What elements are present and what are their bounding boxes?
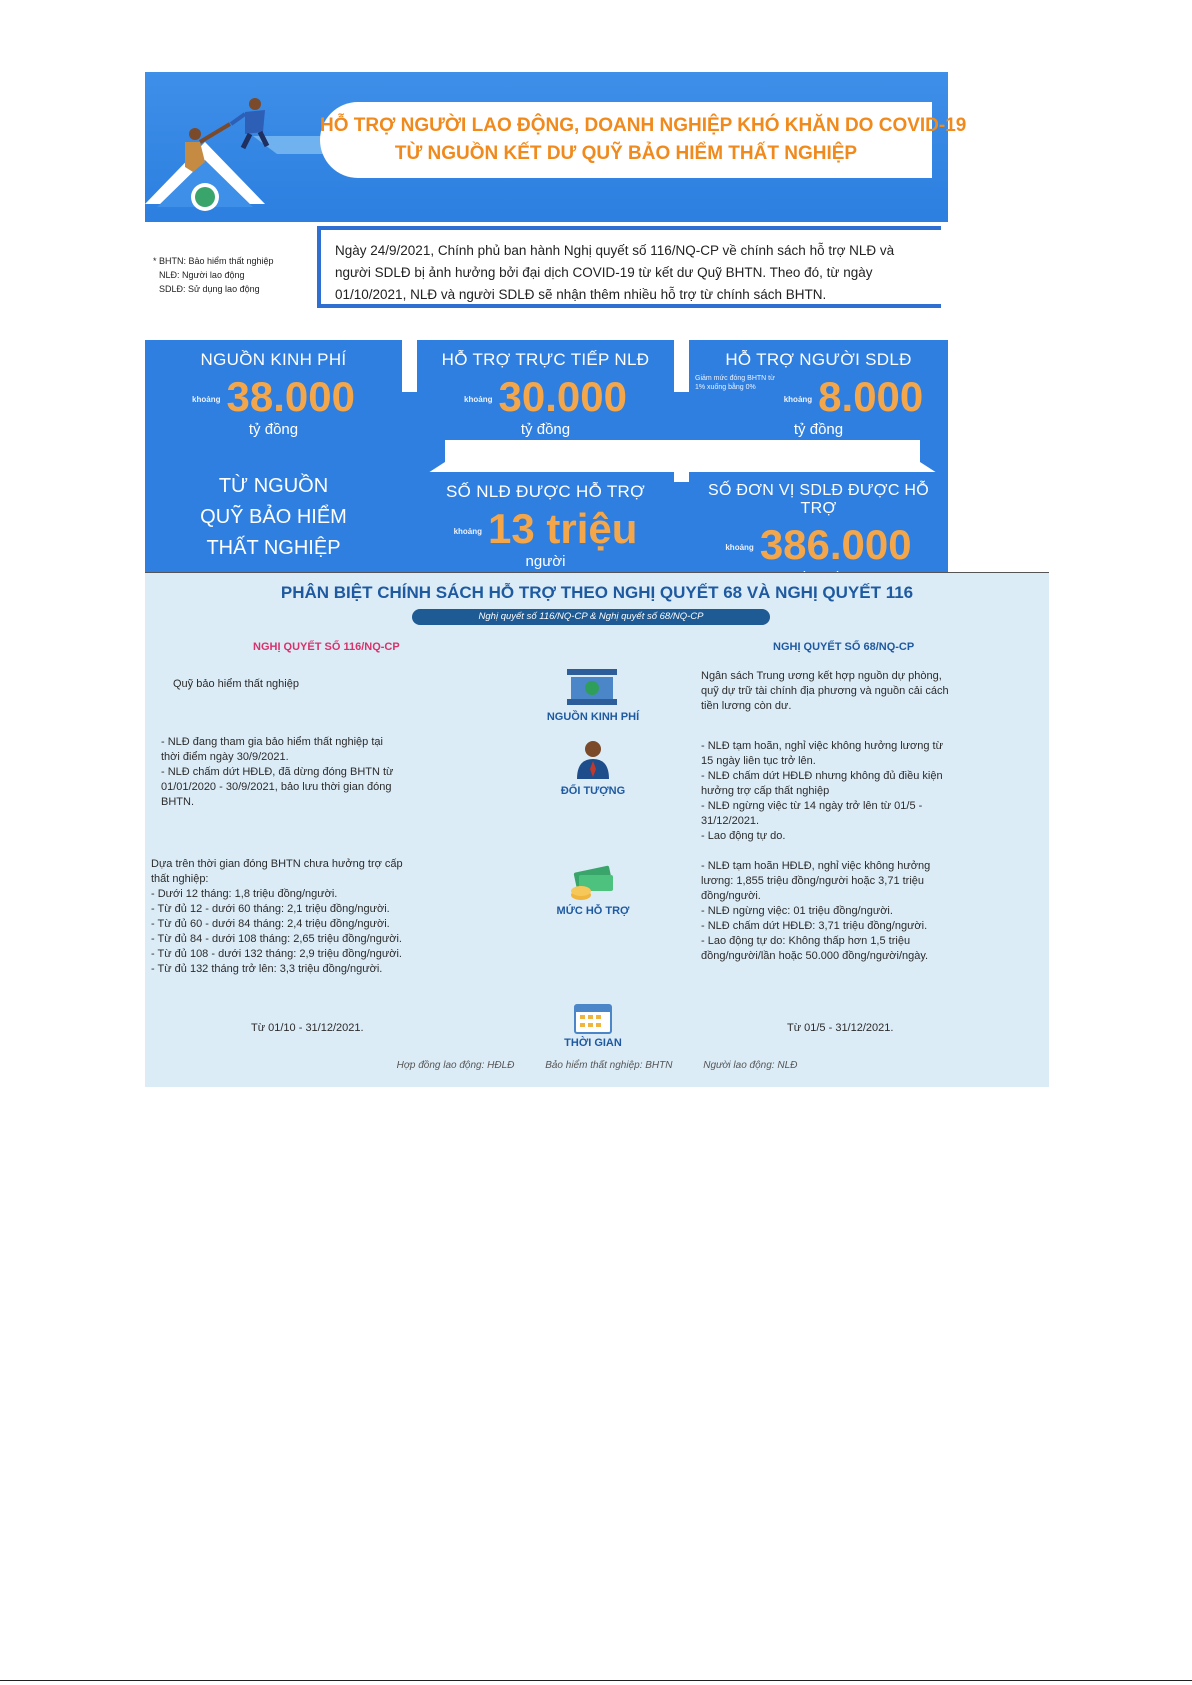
stat-value: 30.000 xyxy=(498,373,627,420)
stat-workers-count xyxy=(417,472,674,572)
stat-unit: tỷ đồng xyxy=(248,420,299,438)
stat-value-row xyxy=(145,374,402,423)
stat-value: 8.000 xyxy=(818,373,924,420)
person-icon xyxy=(575,739,611,779)
stat-prefix: khoảng xyxy=(453,526,483,536)
stat-funding xyxy=(145,340,402,440)
title-line-2: TỪ NGUỒN KẾT DƯ QUỸ BẢO HIỂM THẤT NGHIỆP xyxy=(394,143,858,164)
footer-nld: Người lao động: NLĐ xyxy=(703,1060,798,1071)
right-support: - NLĐ tạm hoãn HĐLĐ, nghỉ việc không hưởng lương: 1,855 triệu đồng/người hoặc 3,71 triệu đồng/người. - NLĐ ngừng việc: 01 triệu đồng/người. - NLĐ chấm dứt HĐLĐ: 3,71 triệu đồng/người. - Lao động tự do: Không thấp hơn 1,5 triệu đồng/người/lần hoặc 50.000 đồng/người/ngày. xyxy=(701,860,931,962)
right-time: Từ 01/5 - 31/12/2021. xyxy=(787,1022,894,1034)
left-column-header: NGHỊ QUYẾT SỐ 116/NQ-CP xyxy=(253,641,400,653)
left-support: Dựa trên thời gian đóng BHTN chưa hưởng trợ cấp thất nghiệp: - Dưới 12 tháng: 1,8 triệu đồng/người. - Từ đủ 12 - dưới 60 tháng: 2,1 triệu đồng/người. - Từ đủ 60 - dưới 84 tháng: 2,4 triệu đồng/người. - Từ đủ 84 - dưới 108 tháng: 2,65 triệu đồng/người. - Từ đủ 108 - dưới 132 tháng: 2,9 triệu đồng/người. - Từ đủ 132 tháng trở lên: 3,3 triệu đồng/người. xyxy=(151,858,403,975)
stat-note: Giảm mức đóng BHTN từ 1% xuống bằng 0% xyxy=(695,375,775,391)
comparison-subtitle: Nghị quyết số 116/NQ-CP & Nghị quyết số 68/NQ-CP xyxy=(412,609,770,625)
right-column-header: NGHỊ QUYẾT SỐ 68/NQ-CP xyxy=(773,641,915,653)
infographic-header xyxy=(145,72,967,222)
source-line-1: TỪ NGUỒN xyxy=(218,475,329,497)
left-time: Từ 01/10 - 31/12/2021. xyxy=(251,1022,364,1034)
footer-bhtn: Bảo hiểm thất nghiệp: BHTN xyxy=(545,1060,673,1071)
money-icon xyxy=(569,865,617,903)
calendar-icon xyxy=(573,1001,613,1035)
stat-unit: tỷ đồng xyxy=(793,420,844,438)
stat-unit: tỷ đồng xyxy=(520,420,571,438)
abbr-sdld: SDLĐ: Sử dụng lao động xyxy=(159,284,260,294)
stat-prefix: khoảng xyxy=(725,542,754,552)
right-subjects: - NLĐ tạm hoãn, nghỉ việc không hưởng lương từ 15 ngày liên tục trở lên. - NLĐ chấm dứt HĐLĐ nhưng không đủ điều kiện hưởng trợ cấp thất nghiệp - NLĐ ngừng việc từ 14 ngày trở lên từ 01/5 - 31/12/2021. - Lao động tự do. xyxy=(701,740,943,842)
stat-value: 13 triệu xyxy=(488,505,638,552)
stat-employer-support xyxy=(689,340,948,440)
title-line-1: HỖ TRỢ NGƯỜI LAO ĐỘNG, DOANH NGHIỆP KHÓ KHĂN DO COVID-19 xyxy=(320,115,967,136)
stat-value-row xyxy=(417,506,674,555)
stat-heading: SỐ NLĐ ĐƯỢC HỖ TRỢ xyxy=(446,482,645,501)
source-line-2: QUỸ BẢO HIỂM xyxy=(200,506,347,528)
left-funding: Quỹ bảo hiểm thất nghiệp xyxy=(173,678,299,690)
policy-comparison-infographic xyxy=(145,572,1049,1087)
abbr-nld: NLĐ: Người lao động xyxy=(159,270,245,280)
stat-heading: HỖ TRỢ TRỰC TIẾP NLĐ xyxy=(441,350,650,369)
intro-text: Ngày 24/9/2021, Chính phủ ban hành Nghị quyết số 116/NQ-CP về chính sách hỗ trợ NLĐ và người SDLĐ bị ảnh hưởng bởi đại dịch COVID-19 từ kết dư Quỹ BHTN. Theo đó, từ ngày 01/10/2021, NLĐ và người SDLĐ sẽ nhận thêm nhiều hỗ trợ từ chính sách BHTN. xyxy=(317,226,941,308)
stat-unit: người xyxy=(525,552,566,570)
bank-icon xyxy=(565,667,619,707)
footer-hdld: Hợp đồng lao động: HĐLĐ xyxy=(396,1060,515,1071)
stat-value-row xyxy=(417,374,674,423)
source-box xyxy=(145,467,402,572)
stat-prefix: khoảng xyxy=(192,394,221,404)
source-line-3: THẤT NGHIỆP xyxy=(206,537,341,559)
stat-value: 386.000 xyxy=(759,521,912,568)
abbreviation-legend xyxy=(153,254,274,296)
stat-value-row xyxy=(689,522,948,571)
comparison-title: PHÂN BIỆT CHÍNH SÁCH HỖ TRỢ THEO NGHỊ QUYẾT 68 VÀ NGHỊ QUYẾT 116 xyxy=(280,583,914,602)
left-subjects: - NLĐ đang tham gia bảo hiểm thất nghiệp tại thời điểm ngày 30/9/2021. - NLĐ chấm dứt HĐLĐ, đã dừng đóng BHTN từ 01/01/2020 - 30/9/2021, bảo lưu thời gian đóng BHTN. xyxy=(161,736,394,808)
category-subjects: ĐỐI TƯỢNG xyxy=(560,785,626,797)
category-time: THỜI GIAN xyxy=(564,1037,622,1049)
category-support: MỨC HỖ TRỢ xyxy=(556,905,630,917)
stat-prefix: khoảng xyxy=(464,394,493,404)
covid-support-infographic xyxy=(145,72,967,572)
stat-prefix: khoảng xyxy=(783,394,813,404)
abbr-bhtn: * BHTN: Bảo hiểm thất nghiệp xyxy=(153,256,274,266)
infographic-title xyxy=(320,102,967,178)
stat-heading: NGUỒN KINH PHÍ xyxy=(200,350,347,369)
right-funding: Ngân sách Trung ương kết hợp nguồn dự phòng, quỹ dự trữ tài chính địa phương và nguồn cải cách tiền lương còn dư. xyxy=(701,670,949,712)
stat-direct-support xyxy=(417,340,674,440)
category-funding: NGUỒN KINH PHÍ xyxy=(546,711,640,723)
abbreviation-footer xyxy=(145,1060,1049,1071)
stat-heading: SỐ ĐƠN VỊ SDLĐ ĐƯỢC HỖ TRỢ xyxy=(707,482,930,517)
stat-employers-count xyxy=(689,472,948,572)
stat-heading: HỖ TRỢ NGƯỜI SDLĐ xyxy=(725,350,912,369)
stat-value: 38.000 xyxy=(226,373,355,420)
page-bottom-rule xyxy=(0,1680,1192,1681)
